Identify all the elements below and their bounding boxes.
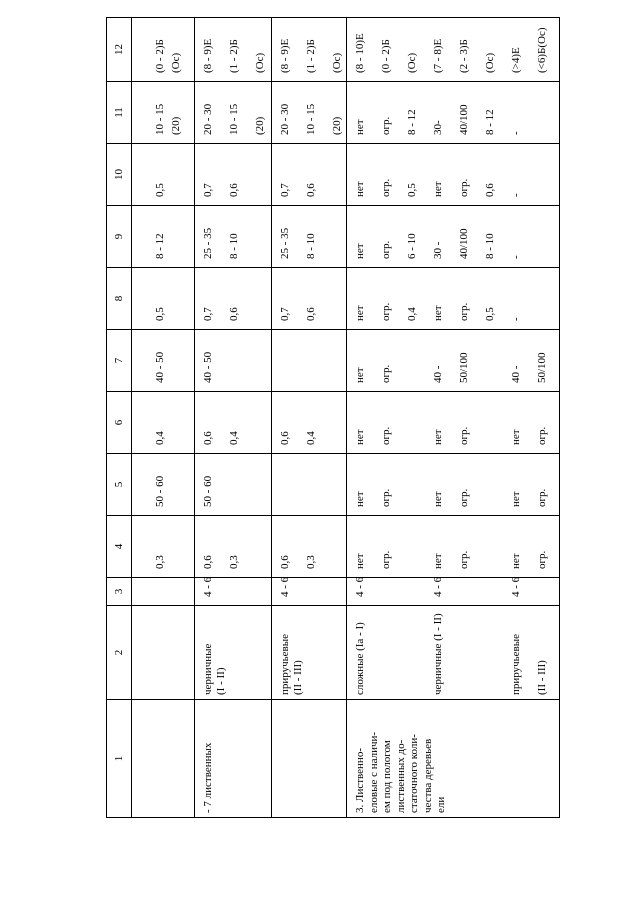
cell-content: [195, 516, 271, 577]
cell-line: 25 - 35: [279, 227, 291, 259]
cell-line: нет: [510, 491, 522, 507]
cell-line: (Ос): [170, 52, 182, 73]
cell-line: 40 -: [432, 365, 444, 383]
cell-content: [195, 206, 271, 267]
header-cell: 10: [107, 144, 132, 206]
cell-line: (20): [170, 116, 182, 135]
table-cell: [132, 82, 195, 144]
cell-line: -: [510, 131, 522, 135]
table-cell: [195, 18, 272, 82]
cell-line: 0,5: [406, 183, 418, 197]
cell-line: 4 - 6: [432, 576, 444, 597]
table-cell: [272, 206, 347, 268]
cell-line: огр.: [380, 116, 392, 135]
header-cell: 2: [107, 606, 132, 700]
cell-line: (0 - 2)Б: [380, 39, 392, 73]
cell-line: 25 - 35: [202, 227, 214, 259]
cell-content: [272, 700, 346, 817]
cell-line: 0,7: [279, 307, 291, 321]
header-cell: 3: [107, 578, 132, 606]
cell-content: [347, 700, 559, 817]
table-cell: [272, 606, 347, 700]
table-cell: [195, 516, 272, 578]
cell-content: [195, 392, 271, 453]
cell-line: (<6)Б(Ос): [536, 27, 548, 73]
table-cell: [347, 330, 560, 392]
cell-content: [132, 18, 194, 81]
header-cell: 12: [107, 18, 132, 82]
cell-line: -: [510, 317, 522, 321]
cell-line: 0,5: [154, 183, 166, 197]
table-cell: [195, 82, 272, 144]
table-cell: [347, 578, 560, 606]
cell-content: [195, 578, 271, 605]
cell-content: [132, 330, 194, 391]
table-cell: [195, 606, 272, 700]
cell-content: [132, 606, 194, 699]
cell-line: огр.: [458, 426, 470, 445]
cell-content: [195, 268, 271, 329]
cell-line: (0 - 2)Б: [154, 39, 166, 73]
cell-line: (1 - 2)Б: [228, 39, 240, 73]
cell-line: 0,6: [202, 555, 214, 569]
cell-line: (1 - 2)Б: [305, 39, 317, 73]
cell-line: 0,6: [202, 431, 214, 445]
cell-line: чества деревьев: [421, 738, 434, 813]
table-cell: [132, 18, 195, 82]
table-cell: [347, 392, 560, 454]
cell-content: [272, 82, 346, 143]
cell-line: 0,4: [154, 431, 166, 445]
cell-line: (20): [331, 116, 343, 135]
cell-content: [195, 330, 271, 391]
cell-content: [347, 82, 559, 143]
cell-line: 0,5: [154, 307, 166, 321]
cell-line: огр.: [380, 240, 392, 259]
table-row: [272, 18, 347, 818]
cell-content: [347, 516, 559, 577]
cell-line: 0,6: [305, 307, 317, 321]
header-cell: 1: [107, 700, 132, 818]
cell-line: 10 - 15: [228, 103, 240, 135]
cell-content: [132, 516, 194, 577]
header-cell: 4: [107, 516, 132, 578]
table-cell: [347, 82, 560, 144]
cell-line: 3. Лиственно-: [354, 748, 366, 813]
cell-line: сложные (Iа - I): [354, 622, 366, 695]
cell-line: 30 -: [432, 241, 444, 259]
cell-content: [272, 516, 346, 577]
table-cell: [132, 330, 195, 392]
cell-content: [132, 700, 194, 817]
cell-content: [272, 206, 346, 267]
cell-line: 40/100: [458, 228, 470, 259]
cell-line: 40 - 50: [154, 351, 166, 383]
cell-line: нет: [354, 491, 366, 507]
table-cell: [347, 206, 560, 268]
cell-content: [347, 392, 559, 453]
cell-content: [195, 18, 271, 81]
cell-line: огр.: [380, 426, 392, 445]
table-cell: [195, 454, 272, 516]
cell-content: [272, 392, 346, 453]
table-cell: [132, 606, 195, 700]
table-cell: [272, 454, 347, 516]
table-cell: [195, 144, 272, 206]
cell-line: (II - III): [536, 660, 548, 695]
table-cell: [347, 454, 560, 516]
header-row: [107, 18, 132, 818]
table-cell: [132, 454, 195, 516]
cell-line: 30-: [432, 120, 444, 135]
cell-line: 0,4: [406, 307, 418, 321]
cell-content: [347, 454, 559, 515]
cell-line: огр.: [458, 488, 470, 507]
table-cell: [272, 392, 347, 454]
cell-line: 8 - 12: [154, 233, 166, 259]
cell-line: огр.: [380, 550, 392, 569]
cell-line: 0,4: [228, 431, 240, 445]
cell-line: 50 - 60: [202, 475, 214, 507]
cell-content: [132, 578, 194, 605]
cell-line: нет: [432, 429, 444, 445]
forest-types-table: [106, 17, 560, 818]
cell-line: нет: [354, 181, 366, 197]
header-cell: 6: [107, 392, 132, 454]
cell-line: нет: [354, 119, 366, 135]
cell-content: [132, 82, 194, 143]
table-cell: [272, 82, 347, 144]
cell-line: 4 - 6: [202, 576, 214, 597]
cell-line: 10 - 15: [305, 103, 317, 135]
cell-line: 0,3: [228, 555, 240, 569]
table-cell: [347, 516, 560, 578]
cell-line: статочного коли-: [408, 734, 420, 813]
cell-line: (II - III): [292, 660, 304, 695]
cell-line: (>4)Е: [510, 47, 522, 73]
table-cell: [195, 330, 272, 392]
cell-line: 40 - 50: [202, 351, 214, 383]
cell-line: 8 - 10: [228, 233, 240, 259]
cell-content: [195, 700, 271, 817]
cell-line: - 7 лиственных: [202, 742, 214, 813]
cell-line: 50 - 60: [154, 475, 166, 507]
table-cell: [132, 516, 195, 578]
cell-line: огр.: [458, 178, 470, 197]
cell-line: огр.: [536, 488, 548, 507]
cell-content: [272, 606, 346, 699]
table-cell: [272, 516, 347, 578]
cell-line: 0,5: [484, 307, 496, 321]
cell-line: -: [510, 193, 522, 197]
cell-line: огр.: [536, 550, 548, 569]
cell-content: [195, 606, 271, 699]
table-cell: [347, 606, 560, 700]
cell-content: [347, 144, 559, 205]
header-cell: 5: [107, 454, 132, 516]
cell-line: (8 - 9)Е: [202, 38, 214, 73]
table-cell: [132, 206, 195, 268]
table-cell: [272, 144, 347, 206]
cell-line: 50/100: [536, 352, 548, 383]
cell-line: 10 - 15: [154, 103, 166, 135]
cell-line: 4 - 6: [510, 576, 522, 597]
cell-line: (8 - 10)Е: [354, 33, 366, 73]
cell-line: черничные: [202, 643, 214, 695]
table-cell: [272, 330, 347, 392]
table-cell: [132, 578, 195, 606]
cell-content: [132, 268, 194, 329]
table-cell: [272, 700, 347, 818]
cell-line: нет: [432, 491, 444, 507]
table-cell: [132, 700, 195, 818]
cell-line: 40 -: [510, 365, 522, 383]
cell-line: (Ос): [484, 52, 496, 73]
cell-line: 0,6: [305, 183, 317, 197]
cell-line: огр.: [380, 488, 392, 507]
cell-line: 0,6: [228, 183, 240, 197]
table-cell: [195, 578, 272, 606]
cell-line: нет: [432, 305, 444, 321]
table-cell: [347, 18, 560, 82]
cell-line: 0,7: [279, 183, 291, 197]
cell-line: (2 - 3)Б: [458, 39, 470, 73]
cell-line: приручьевые: [510, 633, 522, 695]
cell-line: приручьевые: [279, 633, 291, 695]
cell-line: 20 - 30: [202, 103, 214, 135]
cell-line: огр.: [380, 178, 392, 197]
cell-line: 4 - 6: [279, 576, 291, 597]
cell-content: [272, 144, 346, 205]
cell-line: (8 - 9)Е: [279, 38, 291, 73]
cell-line: огр.: [536, 426, 548, 445]
table-cell: [195, 700, 272, 818]
cell-line: 40/100: [458, 104, 470, 135]
cell-content: [347, 330, 559, 391]
cell-line: ели: [435, 796, 447, 813]
cell-line: 0,6: [279, 555, 291, 569]
cell-line: лиственных до-: [394, 739, 407, 813]
cell-line: нет: [432, 553, 444, 569]
table-row: [347, 18, 560, 818]
table-cell: [195, 392, 272, 454]
cell-content: [272, 18, 346, 81]
cell-line: ем под пологом: [381, 740, 393, 813]
cell-content: [132, 144, 194, 205]
cell-line: 0,6: [228, 307, 240, 321]
cell-line: 0,4: [305, 431, 317, 445]
cell-content: [132, 454, 194, 515]
table-cell: [132, 268, 195, 330]
cell-line: огр.: [380, 302, 392, 321]
cell-line: (Ос): [406, 52, 418, 73]
cell-line: -: [510, 255, 522, 259]
cell-line: огр.: [458, 302, 470, 321]
header-cell: 7: [107, 330, 132, 392]
header-cell: 11: [107, 82, 132, 144]
cell-line: (7 - 8)Е: [432, 38, 444, 73]
cell-line: 0,3: [305, 555, 317, 569]
cell-line: (Ос): [254, 52, 266, 73]
table-cell: [272, 578, 347, 606]
cell-content: [195, 82, 271, 143]
cell-line: 0,7: [202, 183, 214, 197]
table-cell: [195, 268, 272, 330]
cell-line: (Ос): [331, 52, 343, 73]
cell-line: 8 - 12: [406, 109, 418, 135]
header-cell: 9: [107, 206, 132, 268]
table-cell: [272, 18, 347, 82]
header-cell: 8: [107, 268, 132, 330]
cell-line: 8 - 10: [484, 233, 496, 259]
table-row: [132, 18, 195, 818]
cell-line: 8 - 12: [484, 109, 496, 135]
cell-content: [132, 392, 194, 453]
table-cell: [132, 392, 195, 454]
cell-line: 20 - 30: [279, 103, 291, 135]
cell-line: еловые с наличи-: [367, 731, 380, 813]
cell-line: огр.: [458, 550, 470, 569]
table-cell: [132, 144, 195, 206]
cell-content: [272, 330, 346, 391]
cell-content: [347, 206, 559, 267]
cell-line: нет: [354, 243, 366, 259]
cell-content: [347, 606, 559, 699]
cell-content: [272, 454, 346, 515]
cell-line: нет: [354, 429, 366, 445]
table-cell: [195, 206, 272, 268]
cell-line: (I - II): [215, 667, 227, 695]
cell-content: [195, 454, 271, 515]
cell-line: 50/100: [458, 352, 470, 383]
cell-line: нет: [432, 181, 444, 197]
cell-line: 0,6: [279, 431, 291, 445]
cell-content: [347, 268, 559, 329]
rotated-table-container: [106, 27, 558, 818]
cell-line: 8 - 10: [305, 233, 317, 259]
table-cell: [272, 268, 347, 330]
cell-line: нет: [354, 553, 366, 569]
cell-line: огр.: [380, 364, 392, 383]
cell-line: 6 - 10: [406, 233, 418, 259]
cell-content: [347, 578, 559, 605]
cell-line: (20): [254, 116, 266, 135]
cell-line: 4 - 6: [354, 576, 366, 597]
cell-line: нет: [354, 305, 366, 321]
cell-line: 0,7: [202, 307, 214, 321]
table-row: [195, 18, 272, 818]
cell-content: [272, 578, 346, 605]
cell-content: [132, 206, 194, 267]
table-cell: [347, 268, 560, 330]
cell-line: нет: [510, 553, 522, 569]
table-cell: [347, 144, 560, 206]
cell-line: нет: [510, 429, 522, 445]
table-cell: [347, 700, 560, 818]
cell-content: [347, 18, 559, 81]
cell-line: 0,3: [154, 555, 166, 569]
cell-line: нет: [354, 367, 366, 383]
cell-line: 0,6: [484, 183, 496, 197]
cell-content: [272, 268, 346, 329]
cell-content: [195, 144, 271, 205]
cell-line: черничные (I - II): [432, 613, 444, 695]
